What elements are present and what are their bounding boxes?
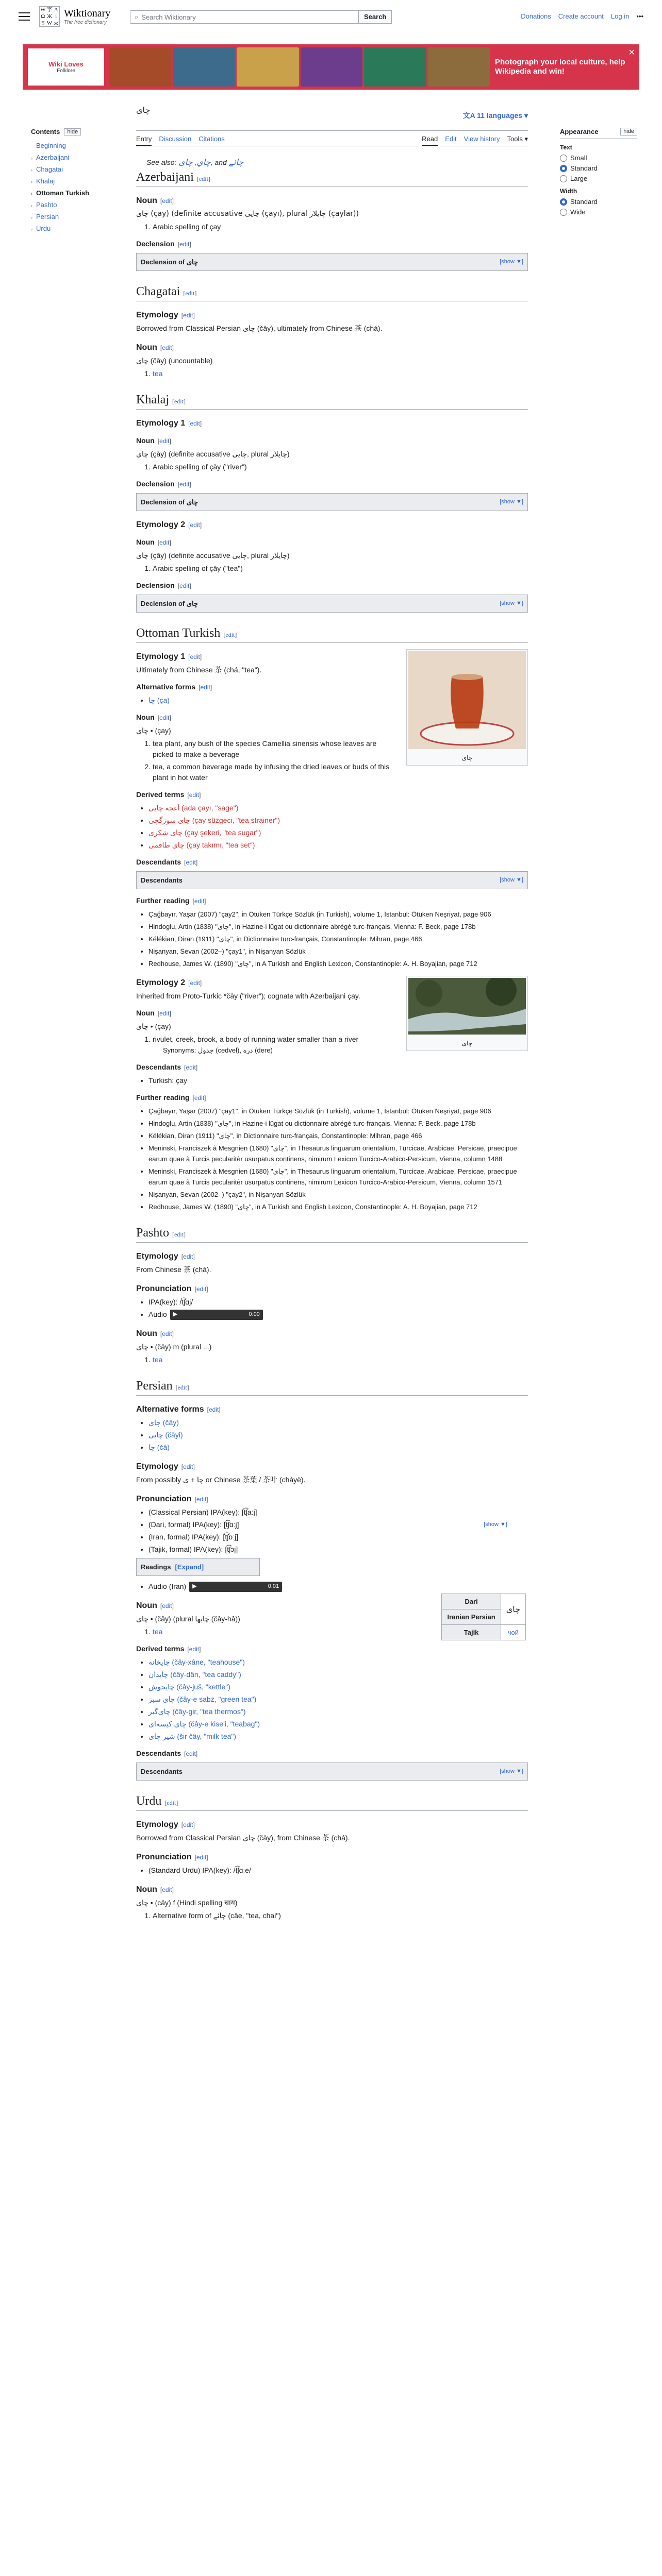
see-also-link[interactable]: چائے — [228, 157, 244, 167]
audio-label: • Audio (Iran) — [148, 1582, 187, 1590]
heading-further-reading: Further reading [edit] — [136, 896, 206, 905]
heading-descendants: Descendants [edit] — [136, 858, 198, 866]
synonyms: Synonyms: جدول (cedvel), دره (dere) — [163, 1046, 273, 1054]
ipa-item: • (Iran, formal) IPA(key): [t͡ʃɒːj] — [148, 1532, 528, 1543]
site-logo[interactable] — [39, 6, 110, 27]
ipa-item: • (Classical Persian) IPA(key): [t͡ʃaːj] — [148, 1507, 528, 1518]
edit-link[interactable]: edit — [186, 859, 196, 866]
reference-item: • Hindoglu, Artin (1838) "چای", in Hazine-i lügat ou dictionnaire abrégé turc-français, Vienna: F. Beck, page 178b — [148, 1118, 528, 1129]
width-option[interactable] — [560, 198, 637, 206]
section-heading-pashto: Pashto [edit] — [136, 1228, 528, 1243]
audio-label: • Audio — [148, 1310, 167, 1318]
alt-form-link[interactable]: چای (čāy) — [148, 1418, 179, 1427]
image-caption: چای — [461, 1040, 473, 1047]
edit-link[interactable]: edit — [174, 1231, 184, 1238]
edit-link[interactable]: edit — [159, 1010, 170, 1017]
reference-item: • Nişanyan, Sevan (2002–) "çay1", in Nişanyan Sözlük — [148, 946, 528, 957]
sense: 1. Arabic spelling of çay — [153, 222, 528, 232]
edit-link[interactable]: edit — [162, 197, 172, 205]
play-icon[interactable]: ▶ — [173, 1311, 178, 1317]
heading-further-reading: Further reading [edit] — [136, 1093, 206, 1101]
table-cell: Dari — [442, 1594, 501, 1609]
edit-link[interactable]: edit — [194, 1094, 205, 1101]
wiktionary-logo-icon — [39, 6, 60, 27]
heading-etymology-1: Etymology 1 [edit] — [136, 652, 202, 661]
create-account-link[interactable]: Create account — [558, 12, 604, 20]
heading-alternative-forms: Alternative forms [edit] — [136, 683, 212, 691]
edit-link[interactable]: edit — [183, 1253, 193, 1260]
section-heading-ottoman-turkish: Ottoman Turkish [edit] — [136, 628, 528, 643]
more-options-icon[interactable]: ••• — [636, 12, 643, 20]
text-size-label: Text — [560, 144, 572, 151]
derived-term-link[interactable]: چای‌گیر (čây-gir, "tea thermos") — [148, 1707, 246, 1716]
toc-item[interactable] — [31, 199, 108, 211]
banner-photos — [104, 44, 495, 90]
edit-link[interactable]: edit — [179, 582, 190, 589]
edit-link[interactable]: edit — [162, 344, 172, 351]
derived-term-link[interactable]: چای سوزگچی (çay süzgeci, "tea strainer") — [148, 816, 280, 824]
edit-link[interactable]: edit — [179, 241, 190, 248]
derived-term-link[interactable]: شیر چای (šir čây, "milk tea") — [148, 1732, 237, 1740]
toc-header — [31, 128, 108, 135]
derived-term-link[interactable]: چایخانه (čây-xâne, "teahouse") — [148, 1658, 245, 1666]
tab-edit[interactable]: Edit — [445, 135, 457, 143]
banner-photo — [237, 47, 299, 87]
see-also-label: See also: — [146, 158, 177, 166]
tea-glass-picture — [408, 651, 526, 749]
reference-item: • Meninski, Franciszek à Mesgnien (1680) "چای", in Thesaurus linguarum orientalium, Turcicae, Arabicae, Persicae, praecipue earum quae à Turcis pecularitèr usurpatus continens, nimirum Lexicon Turcico-Arabico-Persicum, Vienna, column 1571 — [148, 1166, 528, 1188]
heading-noun: Noun [edit] — [136, 1601, 174, 1610]
edit-link[interactable]: edit — [183, 1821, 193, 1828]
logo-glyph: Ω — [41, 13, 45, 20]
text-size-option[interactable] — [560, 154, 637, 162]
derived-term-link[interactable]: چای کیسه‌ای (čây-e kise'i, "teabag") — [148, 1720, 260, 1728]
toc-item-label[interactable]: Urdu — [36, 225, 51, 232]
heading-etymology: Etymology [edit] — [136, 1820, 195, 1829]
logo-glyph: Ж — [47, 13, 52, 20]
heading-derived-terms: Derived terms [edit] — [136, 790, 201, 799]
logo-glyph: ж — [54, 20, 58, 26]
appearance-panel — [560, 128, 637, 218]
tab-discussion[interactable]: Discussion — [159, 135, 192, 143]
edit-link[interactable]: edit — [189, 1646, 200, 1653]
river-picture — [408, 978, 526, 1035]
edit-link[interactable]: edit — [200, 684, 210, 691]
image-caption: چای — [461, 754, 473, 761]
derived-term-link[interactable]: چایدان (čây-dân, "tea caddy") — [148, 1670, 241, 1679]
radio-icon[interactable] — [560, 198, 567, 206]
search-icon: ⌕ — [135, 13, 139, 21]
heading-etymology: Etymology [edit] — [136, 1462, 195, 1471]
see-also: See also: چاي, چای , and چائے — [146, 157, 244, 167]
radio-icon[interactable] — [560, 209, 567, 216]
derived-term-link[interactable]: چای شکری (çay şekeri, "tea sugar") — [148, 828, 261, 837]
toc-item-label[interactable]: Persian — [36, 213, 59, 221]
tab-view-history[interactable]: View history — [464, 135, 500, 143]
heading-declension: Declension [edit] — [136, 240, 191, 248]
heading-noun: Noun [edit] — [136, 436, 171, 445]
edit-link[interactable]: edit — [177, 1384, 187, 1391]
audio-time: 0:01 — [268, 1583, 279, 1589]
heading-alternative-forms: Alternative forms [edit] — [136, 1405, 221, 1414]
toc-item-label[interactable]: Khalaj — [36, 177, 55, 185]
edit-link[interactable]: edit — [174, 398, 184, 405]
radio-icon[interactable] — [560, 165, 567, 172]
reference-item: • Redhouse, James W. (1890) "چای", in A Turkish and English Lexicon, Constantinople: A. H. Boyajian, page 712 — [148, 1201, 528, 1212]
edit-link[interactable]: edit — [162, 1330, 172, 1337]
edit-link[interactable]: edit — [159, 539, 170, 546]
edit-link[interactable]: edit — [196, 1285, 207, 1293]
chevron-icon: › — [31, 156, 32, 161]
etymology-text: Ultimately from Chinese 茶 (chá, "tea"). — [136, 666, 262, 674]
banner-photo — [301, 47, 363, 87]
toc-item-label[interactable]: Pashto — [36, 201, 57, 209]
sense: 2. tea, a common beverage made by infusing the dried leaves or buds of this plant in hot water — [153, 761, 394, 783]
edit-link[interactable]: edit — [186, 1064, 196, 1071]
descendants-toggle[interactable]: Descendants [show ▼] — [136, 871, 528, 889]
reference-item: • Çağbayır, Yaşar (2007) "çay1", in Ötüken Türkçe Sözlük (in Turkish), volume 1, İstanbul: Ötüken Neşriyat, page 906 — [148, 1106, 528, 1116]
logo-glyph: W — [40, 7, 46, 13]
table-cell: چای — [501, 1594, 525, 1625]
donations-link[interactable]: Donations — [521, 12, 551, 20]
tea-glass-image[interactable] — [406, 649, 528, 766]
headword-line: چای • (cāy) f (Hindi spelling चाय) — [136, 1899, 238, 1907]
edit-link[interactable]: edit — [159, 714, 170, 721]
derived-term-link[interactable]: آغجه چایی (ada çayı, "sage") — [148, 804, 239, 812]
main-menu-icon[interactable] — [19, 12, 30, 21]
toc-item-label[interactable]: Chagatai — [36, 165, 63, 173]
toc-item[interactable] — [31, 223, 108, 234]
reference-item: • Nişanyan, Sevan (2002–) "çay2", in Nişanyan Sözlük — [148, 1189, 528, 1200]
edit-link[interactable]: edit — [196, 1496, 207, 1503]
edit-link[interactable]: edit — [190, 420, 200, 427]
tab-citations[interactable]: Citations — [198, 135, 225, 143]
page-content — [136, 155, 528, 1923]
edit-link[interactable]: edit — [190, 653, 200, 660]
headword-line: چای • (çay) — [136, 726, 171, 735]
text-size-option[interactable] — [560, 175, 637, 182]
toc-item[interactable] — [31, 211, 108, 223]
edit-link[interactable]: edit — [198, 175, 208, 182]
heading-etymology-1: Etymology 1 [edit] — [136, 419, 202, 428]
width-option-label: Wide — [570, 208, 586, 216]
page-tabs — [136, 133, 528, 146]
descendants-toggle[interactable]: Descendants [show ▼] — [136, 1762, 528, 1781]
reference-item: • Çağbayır, Yaşar (2007) "çay2", in Ötüken Türkçe Sözlük (in Turkish), volume 1, İstanbul: Ötüken Neşriyat, page 906 — [148, 909, 528, 920]
text-size-option[interactable] — [560, 164, 637, 172]
alt-form-link[interactable]: چا (čā) — [148, 1443, 170, 1451]
reference-item: • Meninski, Franciszek à Mesgnien (1680) "چای", in Thesaurus linguarum orientalium, Turcicae, Arabicae, Persicae, praecipue earum quae à Turcis pecularitèr usurpatus continens, nimirum Lexicon Turcico-Arabico-Persicum, Vienna, column 1488 — [148, 1143, 528, 1164]
headword-line: چای (čāy) (uncountable) — [136, 357, 213, 365]
tab-read[interactable]: Read — [422, 135, 438, 146]
reference-item: • Redhouse, James W. (1890) "چای", in A Turkish and English Lexicon, Constantinople: A. H. Boyajian, page 712 — [148, 958, 528, 969]
etymology-text: From possibly چا + ی or Chinese 茶葉 / 茶叶 (cháyè). — [136, 1476, 306, 1484]
user-links — [521, 12, 643, 20]
chevron-icon: › — [31, 227, 32, 232]
ipa-item: • (Dari, formal) IPA(key): [t͡ʃɑːj] — [148, 1519, 528, 1530]
tools-menu[interactable]: Tools ▾ — [507, 135, 528, 143]
sense: 1. tea plant, any bush of the species Camellia sinensis whose leaves are picked to make a beverage — [153, 738, 394, 760]
toc-title: Contents — [31, 128, 60, 135]
languages-button[interactable]: 文A 11 languages ▾ — [462, 111, 528, 120]
derived-term-link[interactable]: چای طاقمی (çay takımı, "tea set") — [148, 841, 255, 849]
heading-etymology: Etymology [edit] — [136, 1252, 195, 1261]
edit-link[interactable]: edit — [162, 1602, 172, 1609]
sense-link[interactable]: tea — [153, 1628, 163, 1636]
tab-entry[interactable]: Entry — [136, 135, 152, 146]
edit-link[interactable]: edit — [183, 1463, 193, 1470]
heading-declension: Declension [edit] — [136, 581, 191, 589]
section-heading-chagatai: Chagatai [edit] — [136, 286, 528, 301]
edit-link[interactable]: edit — [183, 312, 193, 319]
derived-term-link[interactable]: چای سبز (čây-e sabz, "green tea") — [148, 1695, 257, 1703]
headword-line: چای • (čāy) m (plural ...) — [136, 1343, 212, 1351]
page-title-row — [136, 103, 528, 131]
edit-link[interactable]: edit — [159, 437, 170, 445]
toc-item-label[interactable]: Beginning — [36, 142, 66, 149]
toc-hide-button[interactable]: hide — [64, 128, 81, 135]
chevron-icon: › — [31, 203, 32, 208]
descendant-item: • Turkish: çay — [148, 1075, 528, 1086]
headword-line: چای (çay) (definite accusative چایی (çayı), plural چایلار (çaylar)) — [136, 210, 359, 218]
search-form — [130, 10, 392, 24]
heading-pronunciation: Pronunciation [edit] — [136, 1495, 208, 1503]
heading-pronunciation: Pronunciation [edit] — [136, 1284, 208, 1293]
site-header — [0, 0, 662, 33]
banner-photo — [364, 47, 426, 87]
banner-logo-subtitle: Folklore — [57, 68, 75, 74]
audio-time: 0:00 — [249, 1311, 260, 1317]
declension-table-toggle[interactable]: Declension of چای [show ▼] — [136, 493, 528, 511]
table-of-contents — [31, 128, 108, 234]
declension-table-toggle[interactable]: Declension of چای [show ▼] — [136, 253, 528, 271]
table-cell: Iranian Persian — [442, 1609, 501, 1625]
heading-etymology: Etymology [edit] — [136, 311, 195, 319]
text-size-option-label: Large — [570, 175, 588, 182]
ipa-item: • (Tajik, formal) IPA(key): [t͡ʃɔj] — [148, 1544, 528, 1555]
heading-descendants: Descendants [edit] — [136, 1749, 198, 1757]
radio-icon[interactable] — [560, 155, 567, 162]
edit-link[interactable]: edit — [179, 481, 190, 488]
heading-noun: Noun [edit] — [136, 538, 171, 546]
river-image[interactable] — [406, 976, 528, 1051]
toc-item[interactable] — [31, 175, 108, 187]
headword-line: چای • (çay) — [136, 1022, 171, 1030]
logo-glyph: ㅎ — [40, 20, 46, 26]
heading-etymology-2: Etymology 2 [edit] — [136, 520, 202, 529]
banner-text: Photograph your local culture, help Wikipedia and win! — [495, 58, 625, 76]
edit-link[interactable]: edit — [190, 521, 200, 529]
heading-declension: Declension [edit] — [136, 480, 191, 488]
headword-line: چای (çāy) (definite accusative چایی, plural چایلار) — [136, 551, 290, 560]
search-placeholder: Search Wiktionary — [141, 13, 196, 21]
heading-noun: Noun [edit] — [136, 343, 174, 352]
ipa-item: • IPA(key): /t͡ʃɑj/ — [148, 1297, 528, 1308]
see-also-link[interactable]: چای — [178, 157, 193, 167]
table-cell — [501, 1625, 525, 1640]
reference-item: • Kélékian, Diran (1911) "چای", in Dictionnaire turc-français, Constantinople: Mihran, page 466 — [148, 934, 528, 944]
appearance-hide-button[interactable]: hide — [620, 128, 637, 135]
etymology-text: Borrowed from Classical Persian چای (čāy), ultimately from Chinese 茶 (chá). — [136, 324, 383, 332]
table-cell: Tajik — [442, 1625, 501, 1640]
width-option[interactable] — [560, 208, 637, 216]
logo-glyph: A — [54, 7, 58, 13]
etymology-text: Inherited from Proto-Turkic *čāy ("river"); cognate with Azerbaijani çay. — [136, 992, 360, 1000]
chevron-icon: › — [31, 215, 32, 220]
sense: 1. Arabic spelling of çāy ("tea") — [153, 563, 528, 574]
alt-form-link[interactable]: چایی (čāyi) — [148, 1431, 183, 1439]
etymology-text: From Chinese 茶 (chá). — [136, 1265, 211, 1274]
sense: 1. Alternative form of چائے (cāe, "tea, chai") — [153, 1910, 528, 1921]
sense: 1. rivulet, creek, brook, a body of running water smaller than a river Synonyms: جدول (cedvel), دره (dere) — [153, 1034, 394, 1056]
banner-photo — [428, 47, 490, 87]
heading-noun: Noun [edit] — [136, 1885, 174, 1894]
log-in-link[interactable]: Log in — [610, 12, 630, 20]
toc-list — [31, 140, 108, 234]
tajik-link[interactable]: чой — [507, 1629, 519, 1636]
sense-link[interactable]: tea — [153, 1355, 163, 1364]
banner-logo-title: Wiki Loves — [48, 60, 84, 68]
declension-table-toggle[interactable]: Declension of چای [show ▼] — [136, 595, 528, 613]
text-size-option-label: Small — [570, 154, 587, 162]
heading-noun: Noun [edit] — [136, 713, 171, 721]
toc-item[interactable] — [31, 151, 108, 163]
reference-item: • Kélékian, Diran (1911) "چای", in Dictionnaire turc-français, Constantinople: Mihran, page 466 — [148, 1130, 528, 1141]
site-tagline: The free dictionary — [64, 20, 107, 25]
heading-pronunciation: Pronunciation [edit] — [136, 1853, 208, 1861]
heading-etymology-2: Etymology 2 [edit] — [136, 978, 202, 987]
edit-link[interactable]: edit — [167, 1799, 176, 1806]
derived-term-link[interactable]: چایجوش (čây-juš, "kettle") — [148, 1683, 230, 1691]
width-label: Width — [560, 188, 577, 195]
edit-link[interactable]: edit — [189, 791, 200, 799]
width-option-label: Standard — [570, 198, 598, 206]
logo-glyph: i — [55, 13, 57, 20]
appearance-title: Appearance — [560, 128, 599, 135]
page-title: چای — [136, 105, 151, 115]
ipa-item: • (Standard Urdu) IPA(key): /t͡ʃɑːe/ — [148, 1865, 528, 1876]
search-input[interactable] — [130, 10, 359, 24]
site-name: Wiktionary — [64, 8, 111, 19]
toc-item[interactable] — [31, 163, 108, 175]
section-heading-persian: Persian [edit] — [136, 1381, 528, 1396]
edit-link[interactable]: edit — [194, 897, 205, 905]
audio-player[interactable] — [189, 1582, 282, 1592]
logo-glyph: W — [46, 20, 53, 26]
chevron-icon: › — [31, 191, 32, 196]
headword-line: چای • (čây) (plural چایها (čây-hâ)) — [136, 1615, 240, 1623]
play-icon[interactable]: ▶ — [192, 1583, 197, 1589]
see-also-link[interactable]: چاي — [196, 157, 211, 167]
heading-descendants: Descendants [edit] — [136, 1063, 198, 1071]
headword-line: چای (çāy) (definite accusative چایی, plural چایلار) — [136, 450, 290, 458]
section-heading-azerbaijani: Azerbaijani [edit] — [136, 172, 528, 187]
audio-player[interactable] — [170, 1310, 263, 1320]
regional-forms-table — [441, 1594, 526, 1640]
edit-link[interactable]: edit — [208, 1406, 219, 1413]
sense-link[interactable]: tea — [153, 369, 163, 378]
etymology-text: Borrowed from Classical Persian چای (čāy), from Chinese 茶 (chá). — [136, 1834, 350, 1842]
edit-link[interactable]: edit — [162, 1886, 172, 1893]
toc-item[interactable] — [31, 140, 108, 151]
edit-link[interactable]: edit — [196, 1854, 207, 1861]
banner-photo — [109, 47, 172, 87]
radio-icon[interactable] — [560, 175, 567, 182]
heading-derived-terms: Derived terms [edit] — [136, 1645, 201, 1653]
search-button[interactable]: Search — [359, 10, 392, 24]
heading-noun: Noun [edit] — [136, 196, 174, 205]
section-heading-khalaj: Khalaj [edit] — [136, 395, 528, 410]
campaign-banner[interactable] — [23, 44, 639, 90]
chevron-icon: › — [31, 167, 32, 173]
edit-link[interactable]: edit — [186, 1750, 196, 1757]
banner-close-icon[interactable]: ✕ — [628, 48, 635, 57]
sense: 1. Arabic spelling of çāy ("river") — [153, 462, 528, 472]
edit-link[interactable]: edit — [225, 631, 235, 638]
logo-glyph: 字 — [46, 7, 53, 13]
readings-toggle[interactable]: Readings [Expand] — [136, 1558, 260, 1576]
section-heading-urdu: Urdu [edit] — [136, 1796, 528, 1811]
banner-photo — [173, 47, 236, 87]
text-size-option-label: Standard — [570, 164, 598, 172]
banner-logo — [28, 48, 104, 86]
chevron-icon: › — [31, 179, 32, 184]
alt-form-link[interactable]: چا (ça) — [148, 696, 170, 704]
toc-item[interactable] — [31, 187, 108, 199]
edit-link[interactable]: edit — [190, 979, 200, 987]
heading-noun: Noun [edit] — [136, 1009, 171, 1017]
reference-item: • Hindoglu, Artin (1838) "چای", in Hazine-i lügat ou dictionnaire abrégé turc-français, Vienna: F. Beck, page 178b — [148, 921, 528, 932]
toc-item-label[interactable]: Azerbaijani — [36, 154, 70, 161]
pronunciation-show-toggle[interactable]: [show ▼] — [484, 1521, 507, 1528]
edit-link[interactable]: edit — [185, 290, 195, 297]
toc-item-label[interactable]: Ottoman Turkish — [36, 189, 90, 197]
heading-noun: Noun [edit] — [136, 1329, 174, 1338]
